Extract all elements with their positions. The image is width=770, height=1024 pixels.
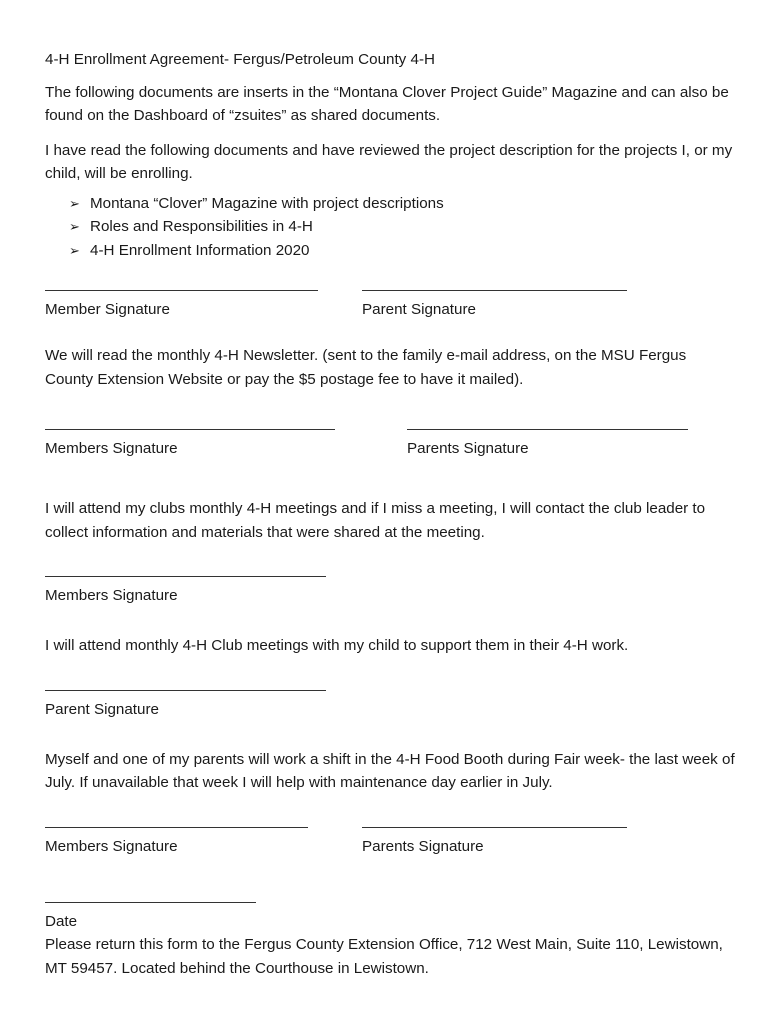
parent-signature-label: Parents Signature bbox=[407, 440, 529, 457]
parent-meetings-paragraph: I will attend monthly 4-H Club meetings with my child to support them in their 4-H work. bbox=[45, 637, 629, 654]
list-item bbox=[69, 215, 735, 239]
arrow-bullet-icon: ➢ bbox=[69, 195, 80, 211]
member-signature-label: Member Signature bbox=[45, 301, 170, 318]
signature-row-meetings bbox=[45, 562, 735, 610]
date-block bbox=[45, 888, 256, 934]
list-item-label: Montana “Clover” Magazine with project descriptions bbox=[90, 194, 444, 212]
signature-row-food-booth bbox=[45, 813, 735, 861]
parent-signature-line[interactable] bbox=[362, 813, 627, 828]
member-signature-label: Members Signature bbox=[45, 837, 178, 855]
parent-signature-block bbox=[407, 415, 688, 461]
signature-row-newsletter bbox=[45, 415, 735, 463]
member-signature-block bbox=[45, 813, 308, 859]
signature-row-documents bbox=[45, 276, 735, 324]
member-signature-line[interactable] bbox=[45, 813, 308, 828]
parent-signature-block bbox=[362, 813, 627, 859]
list-item-label: Roles and Responsibilities in 4-H bbox=[90, 218, 313, 235]
parent-signature-block bbox=[362, 276, 627, 322]
document-title: 4-H Enrollment Agreement- Fergus/Petroleum County 4-H bbox=[45, 51, 435, 68]
member-signature-line[interactable] bbox=[45, 276, 318, 291]
parent-signature-label: Parents Signature bbox=[362, 837, 484, 855]
parent-signature-line[interactable] bbox=[407, 415, 688, 430]
member-signature-block bbox=[45, 415, 335, 461]
arrow-bullet-icon: ➢ bbox=[69, 219, 80, 234]
parent-signature-label: Parent Signature bbox=[45, 700, 159, 718]
date-line[interactable] bbox=[45, 888, 256, 903]
member-signature-block bbox=[45, 276, 318, 322]
intro-paragraph: The following documents are inserts in the “Montana Clover Project Guide” Magazine and can also be found on the Dashboard of “zsuites” as shared documents. bbox=[45, 83, 729, 124]
parent-signature-label: Parent Signature bbox=[362, 301, 476, 318]
member-signature-line[interactable] bbox=[45, 415, 335, 430]
list-item-label: 4-H Enrollment Information 2020 bbox=[90, 241, 310, 259]
list-item bbox=[69, 239, 735, 263]
member-signature-label: Members Signature bbox=[45, 587, 178, 604]
member-signature-line[interactable] bbox=[45, 562, 326, 577]
food-booth-paragraph: Myself and one of my parents will work a shift in the 4-H Food Booth during Fair week- the last week of July. If unavailable that week I will help with maintenance day earlier in July. bbox=[45, 750, 735, 791]
parent-signature-line[interactable] bbox=[362, 276, 627, 291]
date-label: Date bbox=[45, 912, 78, 930]
list-item bbox=[69, 192, 735, 216]
read-statement: I have read the following documents and have reviewed the project description for the projects I, or my child, will be enrolling. bbox=[45, 141, 733, 182]
parent-signature-block bbox=[45, 676, 326, 722]
parent-signature-line[interactable] bbox=[45, 676, 326, 691]
return-instructions: Please return this form to the Fergus County Extension Office, 712 West Main, Suite 110, Lewistown, MT 59457. Located behind the Courthouse in Lewistown. bbox=[45, 936, 723, 977]
member-signature-block bbox=[45, 562, 326, 608]
documents-list bbox=[69, 192, 735, 263]
member-signature-label: Members Signature bbox=[45, 440, 178, 457]
signature-row-parent-meetings bbox=[45, 676, 735, 724]
arrow-bullet-icon: ➢ bbox=[69, 242, 80, 258]
newsletter-paragraph: We will read the monthly 4-H Newsletter. (sent to the family e-mail address, on the MSU Fergus County Extension Website or pay the $5 postage fee to have it mailed). bbox=[45, 347, 687, 388]
meetings-paragraph: I will attend my clubs monthly 4-H meetings and if I miss a meeting, I will contact the club leader to collect information and materials that were shared at the meeting. bbox=[45, 500, 706, 541]
enrollment-agreement-page bbox=[45, 48, 735, 980]
